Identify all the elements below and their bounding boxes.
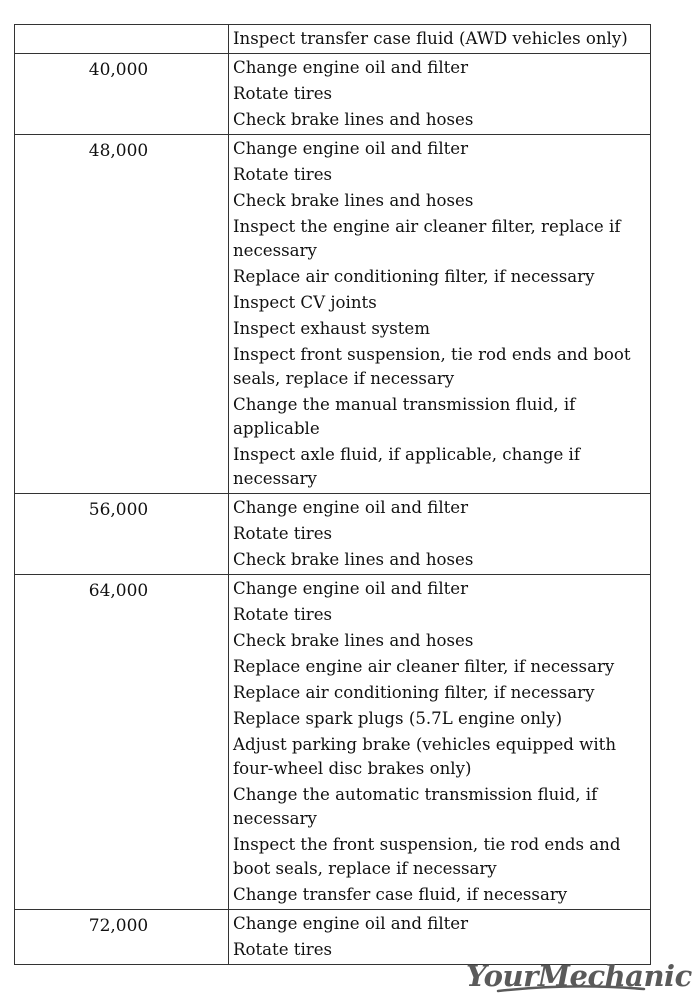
mileage-cell: 72,000: [15, 910, 229, 964]
schedule-row: [15, 135, 651, 494]
schedule-row: [15, 54, 651, 135]
service-item: Replace air conditioning filter, if necessary: [233, 683, 595, 702]
service-item: Check brake lines and hoses: [233, 191, 474, 210]
service-item: Inspect axle fluid, if applicable, change if necessary: [233, 445, 581, 488]
service-item: Inspect exhaust system: [233, 319, 430, 338]
service-item: Change the automatic transmission fluid, if necessary: [233, 785, 598, 828]
service-item: Change engine oil and filter: [233, 498, 469, 517]
service-item: Inspect transfer case fluid (AWD vehicles only): [233, 29, 628, 48]
schedule-row: [15, 494, 651, 575]
service-item: Rotate tires: [233, 605, 333, 624]
logo-swoosh-icon: [496, 985, 646, 995]
service-item: Change engine oil and filter: [233, 579, 469, 598]
services-cell: [229, 575, 651, 909]
maintenance-schedule-table: [14, 24, 651, 965]
service-item: Inspect CV joints: [233, 293, 377, 312]
service-item: Change engine oil and filter: [233, 139, 469, 158]
service-item: Inspect the engine air cleaner filter, replace if necessary: [233, 217, 621, 260]
service-item: Rotate tires: [233, 84, 333, 103]
service-item: Change transfer case fluid, if necessary: [233, 885, 568, 904]
services-cell: [229, 135, 651, 493]
service-item: Change engine oil and filter: [233, 58, 469, 77]
service-item: Rotate tires: [233, 524, 333, 543]
service-item: Check brake lines and hoses: [233, 631, 474, 650]
mileage-cell: 64,000: [15, 575, 229, 909]
service-item: Rotate tires: [233, 940, 333, 959]
schedule-row: [15, 25, 651, 54]
service-item: Check brake lines and hoses: [233, 110, 474, 129]
service-item: Inspect the front suspension, tie rod ends and boot seals, replace if necessary: [233, 835, 621, 878]
service-item: Inspect front suspension, tie rod ends and boot seals, replace if necessary: [233, 345, 631, 388]
service-item: Replace spark plugs (5.7L engine only): [233, 709, 563, 728]
services-cell: [229, 910, 651, 964]
mileage-cell: 40,000: [15, 54, 229, 134]
mileage-cell: [15, 25, 229, 53]
services-cell: [229, 494, 651, 574]
mileage-cell: 56,000: [15, 494, 229, 574]
service-item: Replace engine air cleaner filter, if necessary: [233, 657, 615, 676]
services-cell: [229, 54, 651, 134]
mileage-cell: 48,000: [15, 135, 229, 493]
yourmechanic-logo: [466, 957, 692, 995]
schedule-row: [15, 575, 651, 910]
services-cell: [229, 25, 651, 53]
service-item: Check brake lines and hoses: [233, 550, 474, 569]
service-item: Adjust parking brake (vehicles equipped with four-wheel disc brakes only): [233, 735, 617, 778]
service-item: Change engine oil and filter: [233, 914, 469, 933]
service-item: Replace air conditioning filter, if necessary: [233, 267, 595, 286]
service-item: Rotate tires: [233, 165, 333, 184]
service-item: Change the manual transmission fluid, if applicable: [233, 395, 576, 438]
logo-wordmark: YourMechanic: [466, 959, 692, 993]
